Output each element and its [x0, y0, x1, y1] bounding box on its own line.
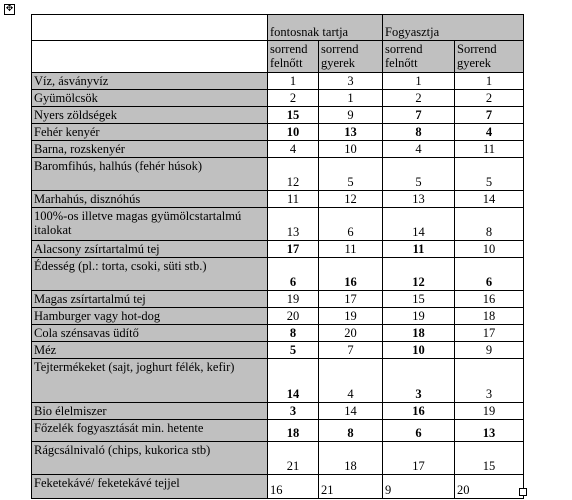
row-label: Rágcsálnivaló (chips, kukorica stb) — [32, 442, 268, 475]
row-label: 100%-os illetve magas gyümölcstartalmú italokat — [32, 208, 268, 241]
table-row — [32, 359, 524, 403]
rank-cell: 21 — [268, 442, 319, 475]
rank-cell: 8 — [319, 420, 383, 442]
rank-cell: 8 — [455, 208, 524, 241]
row-label: Cola szénsavas üdítő — [32, 325, 268, 342]
table-row — [32, 141, 524, 158]
rank-cell: 3 — [319, 73, 383, 90]
row-label: Alacsony zsírtartalmú tej — [32, 241, 268, 258]
rank-cell: 16 — [455, 291, 524, 308]
rank-cell: 7 — [455, 107, 524, 124]
rank-cell: 18 — [455, 308, 524, 325]
rank-cell: 13 — [383, 191, 455, 208]
row-label: Gyümölcsök — [32, 90, 268, 107]
rank-cell: 21 — [319, 475, 383, 499]
rank-cell: 2 — [455, 90, 524, 107]
header-sub-adult-consumes: sorrend felnőtt — [383, 41, 455, 73]
rank-cell: 11 — [319, 241, 383, 258]
table-row — [32, 308, 524, 325]
rank-cell: 12 — [319, 191, 383, 208]
rank-cell: 16 — [319, 258, 383, 291]
rank-cell: 9 — [319, 107, 383, 124]
header-blank-cell — [32, 41, 268, 73]
rank-cell: 18 — [383, 325, 455, 342]
header-sub-child-consumes: Sorrend gyerek — [455, 41, 524, 73]
rank-cell: 14 — [383, 208, 455, 241]
rank-cell: 5 — [383, 158, 455, 191]
table-row — [32, 241, 524, 258]
rank-cell: 14 — [319, 403, 383, 420]
rank-cell: 16 — [268, 475, 319, 499]
rank-cell: 3 — [383, 359, 455, 403]
rank-cell: 4 — [383, 141, 455, 158]
rank-cell: 18 — [319, 442, 383, 475]
rank-cell: 11 — [268, 191, 319, 208]
rank-cell: 5 — [268, 342, 319, 359]
rank-cell: 3 — [455, 359, 524, 403]
rank-cell: 19 — [455, 403, 524, 420]
rank-cell: 20 — [268, 308, 319, 325]
rank-cell: 20 — [455, 475, 524, 499]
header-group-important: fontosnak tartja — [268, 15, 383, 41]
rank-cell: 6 — [319, 208, 383, 241]
rank-cell: 1 — [383, 73, 455, 90]
table-row — [32, 107, 524, 124]
rank-cell: 10 — [268, 124, 319, 141]
rank-cell: 14 — [455, 191, 524, 208]
rank-cell: 4 — [319, 359, 383, 403]
rank-cell: 3 — [268, 403, 319, 420]
rank-cell: 16 — [383, 403, 455, 420]
food-ranking-table — [31, 14, 524, 499]
rank-cell: 18 — [268, 420, 319, 442]
rank-cell: 13 — [319, 124, 383, 141]
row-label: Marhahús, disznóhús — [32, 191, 268, 208]
row-label: Édesség (pl.: torta, csoki, süti stb.) — [32, 258, 268, 291]
rank-cell: 10 — [319, 141, 383, 158]
row-label: Méz — [32, 342, 268, 359]
row-label: Magas zsírtartalmú tej — [32, 291, 268, 308]
table-row — [32, 442, 524, 475]
rank-cell: 11 — [383, 241, 455, 258]
rank-cell: 2 — [383, 90, 455, 107]
row-label: Tejtermékeket (sajt, joghurt félék, kefir) — [32, 359, 268, 403]
table-row — [32, 158, 524, 191]
row-label: Feketekávé/ feketekávé tejjel — [32, 475, 268, 499]
rank-cell: 11 — [455, 141, 524, 158]
header-sub-child-important: sorrend gyerek — [319, 41, 383, 73]
rank-cell: 17 — [383, 442, 455, 475]
rank-cell: 20 — [319, 325, 383, 342]
header-sub-adult-important: sorrend felnőtt — [268, 41, 319, 73]
rank-cell: 8 — [268, 325, 319, 342]
rank-cell: 12 — [383, 258, 455, 291]
rank-cell: 15 — [268, 107, 319, 124]
table-row — [32, 124, 524, 141]
table-row — [32, 342, 524, 359]
rank-cell: 17 — [319, 291, 383, 308]
table-row — [32, 291, 524, 308]
rank-cell: 15 — [455, 442, 524, 475]
row-label: Hamburger vagy hot-dog — [32, 308, 268, 325]
rank-cell: 14 — [268, 359, 319, 403]
rank-cell: 9 — [383, 475, 455, 499]
row-label: Barna, rozskenyér — [32, 141, 268, 158]
rank-cell: 2 — [268, 90, 319, 107]
rank-cell: 10 — [383, 342, 455, 359]
rank-cell: 19 — [268, 291, 319, 308]
table-row — [32, 475, 524, 499]
rank-cell: 19 — [319, 308, 383, 325]
rank-cell: 10 — [455, 241, 524, 258]
rank-cell: 12 — [268, 158, 319, 191]
row-label: Bio élelmiszer — [32, 403, 268, 420]
table-row — [32, 420, 524, 442]
row-label: Főzelék fogyasztását min. hetente — [32, 420, 268, 442]
rank-cell: 6 — [268, 258, 319, 291]
table-resize-handle[interactable] — [519, 488, 527, 496]
rank-cell: 6 — [383, 420, 455, 442]
rank-cell: 15 — [383, 291, 455, 308]
table-row — [32, 90, 524, 107]
table-row — [32, 191, 524, 208]
table-row — [32, 258, 524, 291]
rank-cell: 7 — [383, 107, 455, 124]
rank-cell: 19 — [383, 308, 455, 325]
table-move-handle-icon[interactable]: ✥ — [5, 4, 14, 14]
rank-cell: 8 — [383, 124, 455, 141]
rank-cell: 13 — [268, 208, 319, 241]
table-row — [32, 73, 524, 90]
rank-cell: 6 — [455, 258, 524, 291]
table-row — [32, 325, 524, 342]
header-blank-cell — [32, 15, 268, 41]
rank-cell: 17 — [268, 241, 319, 258]
row-label: Baromfihús, halhús (fehér húsok) — [32, 158, 268, 191]
rank-cell: 9 — [455, 342, 524, 359]
rank-cell: 5 — [455, 158, 524, 191]
rank-cell: 1 — [268, 73, 319, 90]
rank-cell: 1 — [319, 90, 383, 107]
row-label: Nyers zöldségek — [32, 107, 268, 124]
header-group-consumes: Fogyasztja — [383, 15, 524, 41]
rank-cell: 17 — [455, 325, 524, 342]
rank-cell: 13 — [455, 420, 524, 442]
row-label: Fehér kenyér — [32, 124, 268, 141]
rank-cell: 1 — [455, 73, 524, 90]
rank-cell: 5 — [319, 158, 383, 191]
rank-cell: 7 — [319, 342, 383, 359]
rank-cell: 4 — [455, 124, 524, 141]
table-row — [32, 403, 524, 420]
rank-cell: 4 — [268, 141, 319, 158]
row-label: Víz, ásványvíz — [32, 73, 268, 90]
table-row — [32, 208, 524, 241]
